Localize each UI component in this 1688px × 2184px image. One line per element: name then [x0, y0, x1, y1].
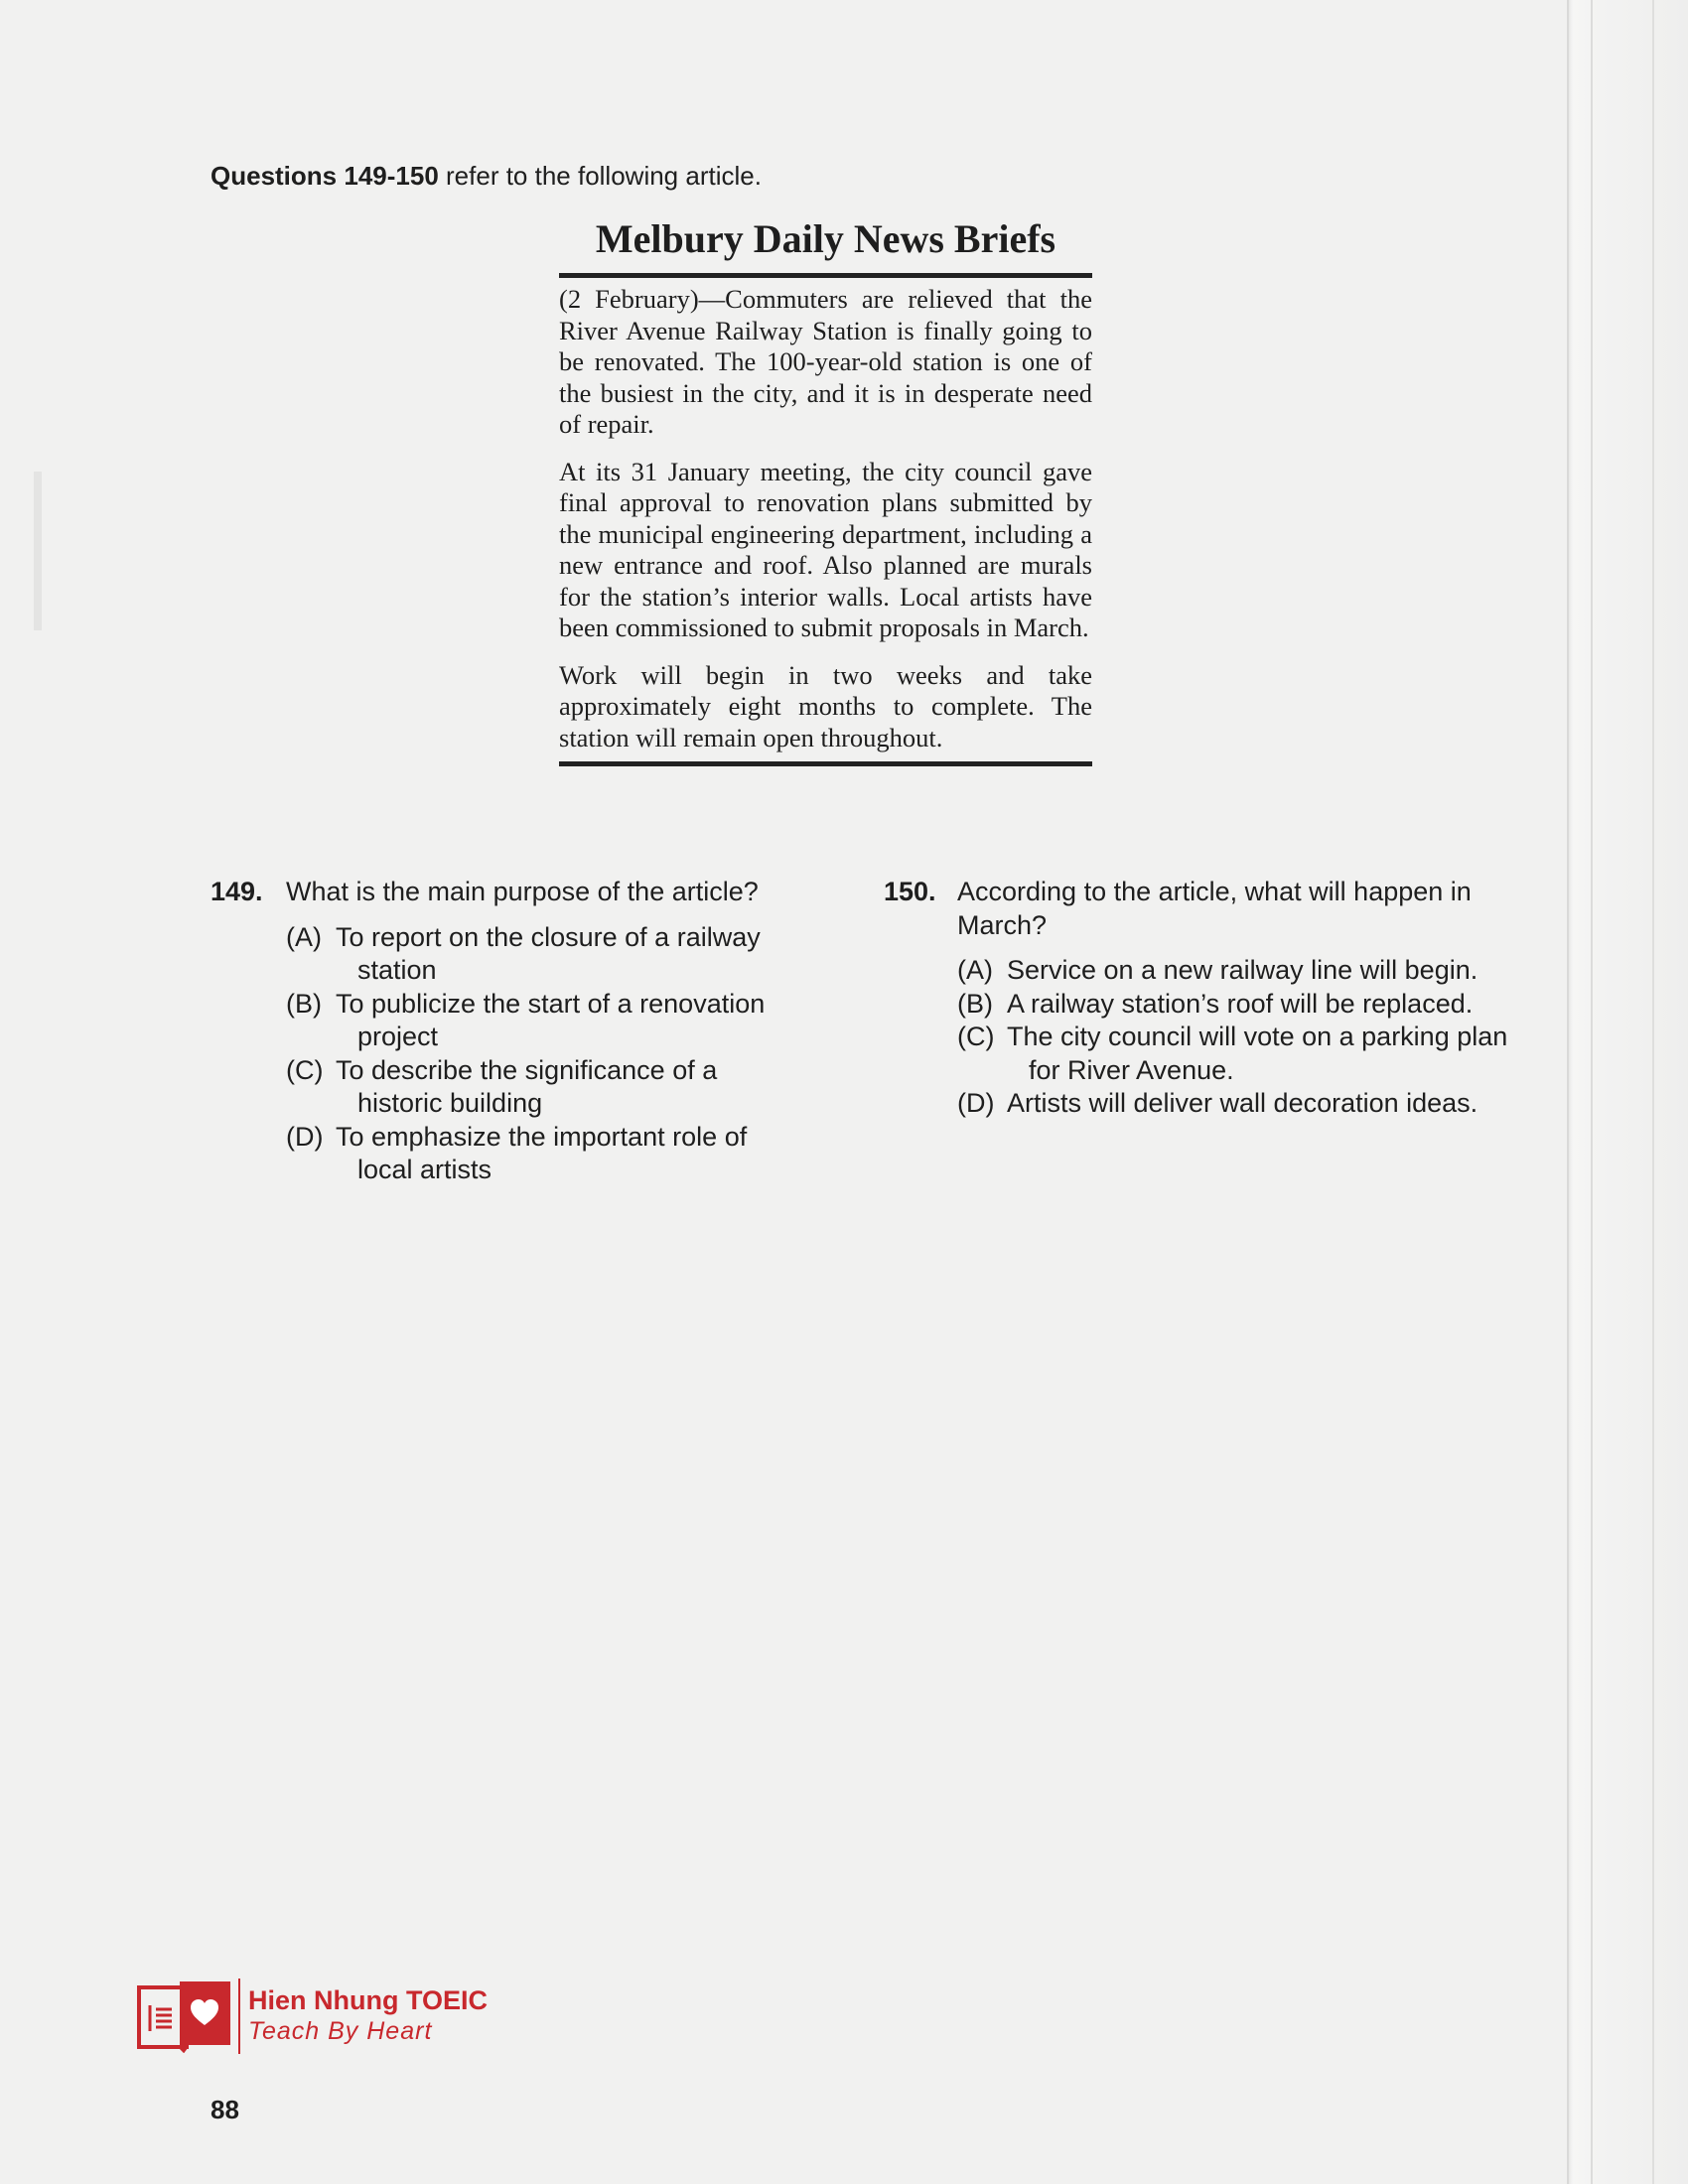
option-text: A railway station’s roof will be replaced.	[1007, 988, 1474, 1019]
question-text: What is the main purpose of the article?	[286, 877, 759, 906]
answer-option-c[interactable]	[286, 1054, 806, 1121]
answer-options	[957, 954, 1509, 1121]
option-letter: (B)	[286, 988, 322, 1019]
option-text: To report on the closure of a railway station	[336, 921, 761, 985]
logo-text	[248, 1985, 488, 2047]
page-binding-edge	[1567, 0, 1688, 2184]
logo-divider	[238, 1979, 240, 2054]
option-text: The city council will vote on a parking plan for River Avenue.	[1007, 1022, 1508, 1085]
answer-option-b[interactable]	[286, 988, 806, 1054]
answer-option-c[interactable]	[957, 1021, 1509, 1087]
option-text: To emphasize the important role of local artists	[336, 1121, 748, 1184]
questions-range: Questions 149-150	[211, 161, 439, 191]
brand-logo	[136, 1979, 488, 2054]
news-article	[559, 213, 1092, 766]
option-letter: (D)	[286, 1121, 324, 1152]
question-149	[211, 876, 806, 1187]
option-letter: (C)	[957, 1022, 995, 1051]
article-body	[559, 278, 1092, 766]
answer-option-d[interactable]	[286, 1121, 806, 1187]
intro-instruction: refer to the following article.	[446, 161, 762, 191]
article-paragraph: (2 February)—Commuters are relieved that the River Avenue Railway Station is finally going to be renovated. The 100-year-old station is one of the busiest in the city, and it is in desperate need of repair.	[559, 284, 1092, 439]
book-heart-icon	[136, 1979, 234, 2053]
option-text: To publicize the start of a renovation project	[336, 988, 766, 1051]
option-text: Service on a new railway line will begin.	[1007, 955, 1478, 985]
option-letter: (B)	[957, 988, 993, 1019]
question-150	[884, 876, 1509, 1121]
answer-option-b[interactable]	[957, 988, 1509, 1022]
article-title: Melbury Daily News Briefs	[559, 213, 1092, 278]
question-text: According to the article, what will happen in March?	[957, 877, 1472, 940]
scan-shadow	[34, 472, 42, 630]
article-paragraph: Work will begin in two weeks and take approximately eight months to complete. The station will remain open throughout.	[559, 659, 1092, 752]
brand-name: Hien Nhung TOEIC	[248, 1985, 488, 2015]
answer-option-d[interactable]	[957, 1087, 1509, 1121]
option-text: To describe the significance of a historic building	[336, 1054, 718, 1118]
question-number: 150.	[884, 877, 936, 906]
answer-option-a[interactable]	[286, 921, 806, 988]
option-letter: (A)	[286, 921, 322, 952]
option-letter: (C)	[286, 1054, 324, 1085]
question-intro	[211, 161, 762, 192]
option-letter: (D)	[957, 1088, 995, 1118]
option-text: Artists will deliver wall decoration ideas.	[1007, 1088, 1478, 1118]
option-letter: (A)	[957, 955, 993, 985]
article-paragraph: At its 31 January meeting, the city council gave final approval to renovation plans submitted by the municipal engineering department, including a new entrance and roof. Also planned are murals for the station’s interior walls. Local artists have been commissioned to submit proposals in March.	[559, 456, 1092, 642]
answer-options	[286, 921, 806, 1187]
page-number: 88	[211, 2095, 239, 2124]
question-number: 149.	[211, 877, 263, 906]
brand-tagline: Teach By Heart	[248, 2017, 433, 2045]
answer-option-a[interactable]	[957, 954, 1509, 988]
